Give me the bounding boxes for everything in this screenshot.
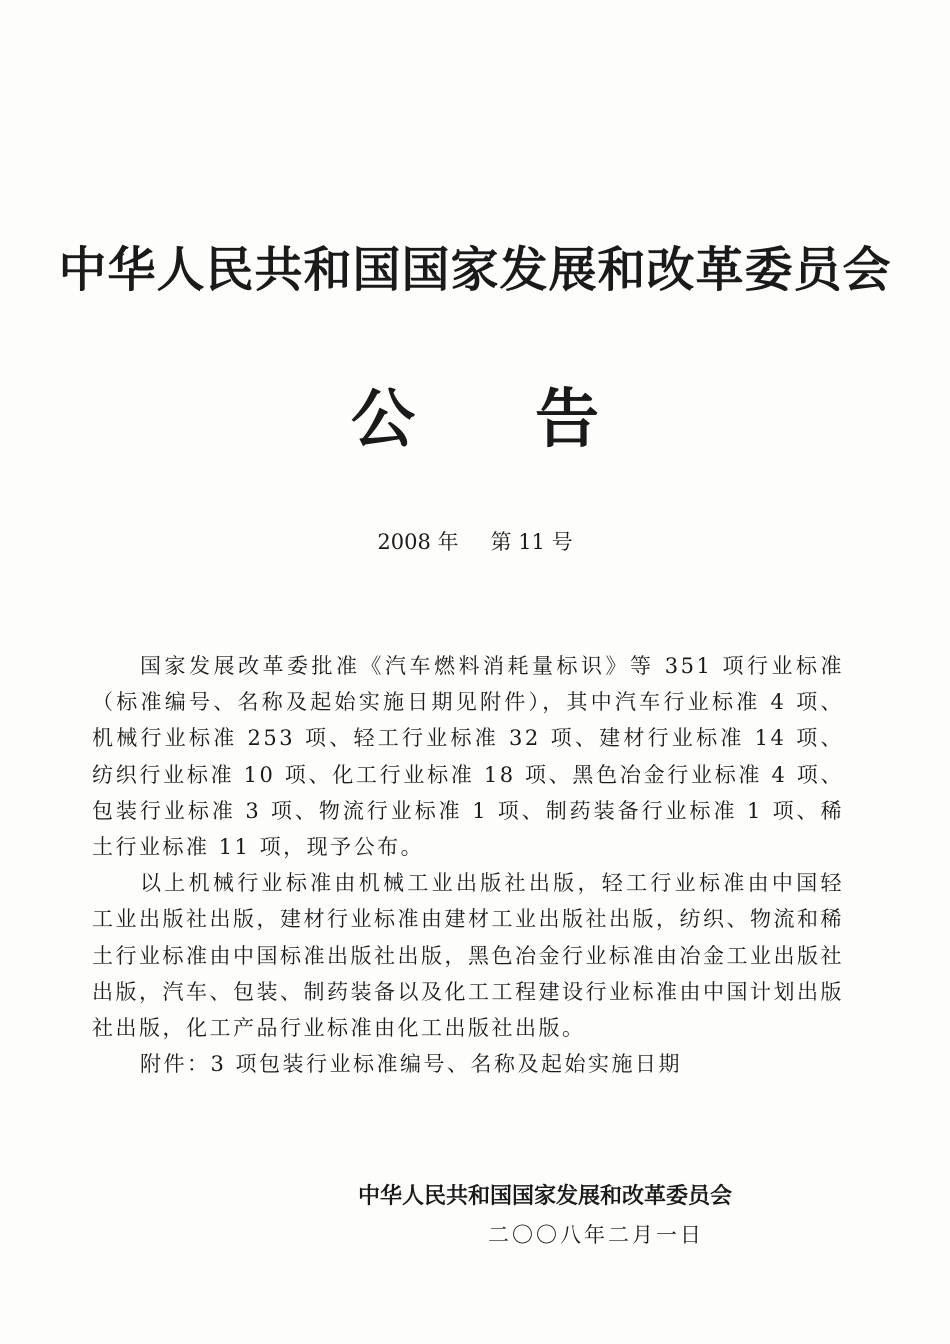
body-paragraph-attachment: 附件：3 项包装行业标准编号、名称及起始实施日期 xyxy=(140,1052,683,1077)
document-issue-number: 第 11 号 xyxy=(490,530,573,554)
issuer-title: 中华人民共和国国家发展和改革委员会 xyxy=(58,242,892,298)
document-number xyxy=(0,526,950,558)
signature-date: 二〇〇八年二月一日 xyxy=(488,1223,704,1247)
body-paragraph-approval: 国家发展改革委批准《汽车燃料消耗量标识》等 351 项行业标准（标准编号、名称及起始实施日期见附件），其中汽车行业标准 4 项、机械行业标准 253 项、轻工行业标准 32 项、建材行业标准 14 项、纺织行业标准 10 项、化工行业标准 18 项、黑色冶金行业标准 4 项、包装行业标准 3 项、物流行业标准 1 项、制药装备行业标准 1 项、稀土行业标准 11 项，现予公布。 xyxy=(92,654,844,860)
document-type-heading: 公告 xyxy=(351,383,719,457)
signature-issuer: 中华人民共和国国家发展和改革委员会 xyxy=(358,1184,733,1209)
announcement-body xyxy=(92,648,844,1082)
document-year: 2008 年 xyxy=(377,530,459,554)
body-paragraph-publishers: 以上机械行业标准由机械工业出版社出版，轻工行业标准由中国轻工业出版社出版，建材行业标准由建材工业出版社出版，纺织、物流和稀土行业标准由中国标准出版社出版，黑色冶金行业标准由冶金工业出版社出版，汽车、包装、制药装备以及化工工程建设行业标准由中国计划出版社出版，化工产品行业标准由化工出版社出版。 xyxy=(92,871,844,1041)
